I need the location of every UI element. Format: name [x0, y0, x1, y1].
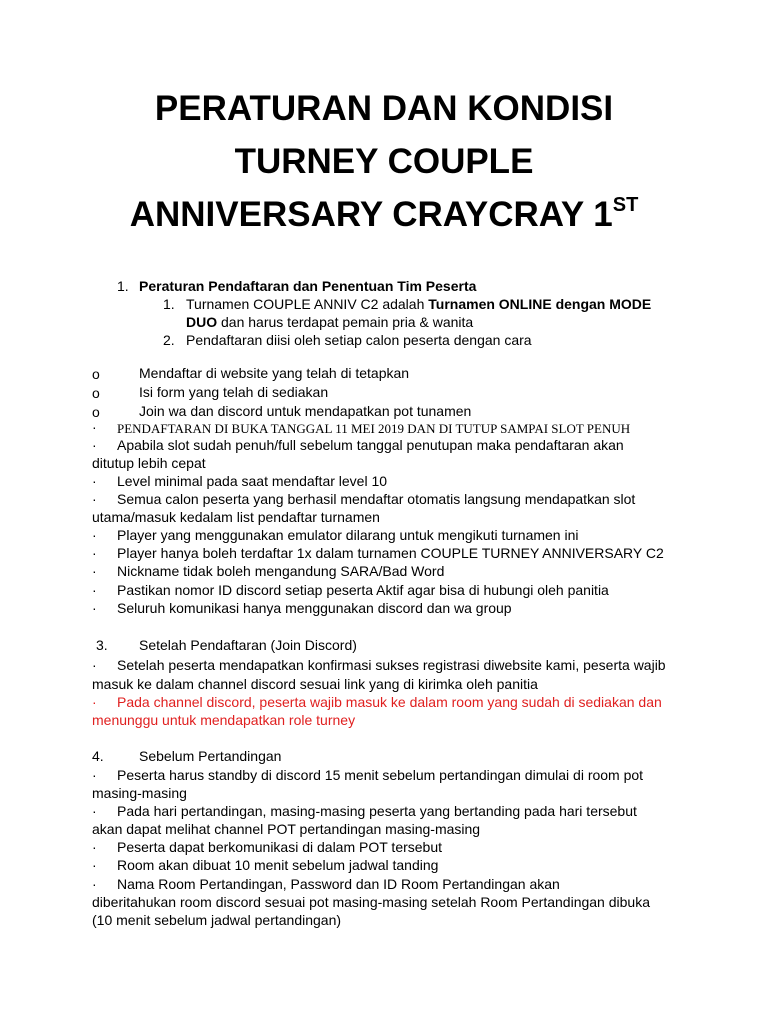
dot-bullet: ·: [92, 437, 97, 453]
red-notice-text-cont: menunggu untuk mendapatkan role turney: [92, 712, 356, 728]
room-info-text: Nama Room Pertandingan, Password dan ID Room Pertandingan akan: [117, 876, 560, 892]
section-4-number: 4.: [92, 748, 104, 764]
section-1-heading: Peraturan Pendaftaran dan Penentuan Tim Peserta: [139, 278, 477, 294]
circle-item-3: Join wa dan discord untuk mendapatkan pot tunamen: [139, 403, 472, 419]
red-notice-text: Pada channel discord, peserta wajib masuk ke dalam room yang sudah di sediakan dan: [117, 694, 662, 710]
circle-bullet-3: o: [92, 404, 100, 420]
dot-bullet: ·: [92, 527, 97, 543]
dot-bullet: ·: [92, 694, 97, 710]
nickname-text: Nickname tidak boleh mengandung SARA/Bad Word: [117, 563, 445, 579]
dot-bullet: ·: [92, 876, 97, 892]
circle-bullet-1: o: [92, 366, 100, 382]
item-1-bold-b: DUO: [186, 314, 218, 330]
registration-dates-text: PENDAFTARAN DI BUKA TANGGAL 11 MEI 2019 DAN DI TUTUP SAMPAI SLOT PENUH: [117, 421, 631, 436]
communicate-text: Peserta dapat berkomunikasi di dalam POT tersebut: [117, 839, 443, 855]
circle-item-1: Mendaftar di website yang telah di tetapkan: [139, 365, 410, 381]
section-1-item-1-number: 1.: [163, 296, 175, 312]
title-line-1: PERATURAN DAN KONDISI: [154, 89, 614, 128]
standby-text-cont: masing-masing: [92, 785, 187, 801]
circle-item-2: Isi form yang telah di sediakan: [139, 384, 329, 400]
section-1-item-2-number: 2.: [163, 332, 175, 348]
room-info-text-cont-2: (10 menit sebelum jadwal pertandingan): [92, 912, 342, 928]
slot-full-text-cont: ditutup lebih cepat: [92, 455, 206, 471]
document-title: [0, 82, 768, 241]
standby-text: Peserta harus standby di discord 15 menit sebelum pertandingan dimulai di room pot: [117, 767, 644, 783]
auto-slot-text: Semua calon peserta yang berhasil mendaftar otomatis langsung mendapatkan slot: [117, 491, 636, 507]
communication-text: Seluruh komunikasi hanya menggunakan discord dan wa group: [117, 600, 512, 616]
dot-bullet: ·: [92, 600, 97, 616]
dot-bullet: ·: [92, 803, 97, 819]
dot-bullet: ·: [92, 473, 97, 489]
section-1-item-1-text: [186, 296, 651, 313]
dot-bullet: ·: [92, 563, 97, 579]
dot-bullet: ·: [92, 839, 97, 855]
section-1-item-1-text-cont: [186, 314, 473, 331]
title-line-2: TURNEY COUPLE: [234, 142, 534, 181]
dot-bullet: ·: [92, 582, 97, 598]
auto-slot-text-cont: utama/masuk kedalam list pendaftar turnamen: [92, 509, 380, 525]
dot-bullet: ·: [92, 491, 97, 507]
section-4-heading: Sebelum Pertandingan: [139, 748, 282, 764]
dot-bullet: ·: [92, 767, 97, 783]
room-created-text: Room akan dibuat 10 menit sebelum jadwal tanding: [117, 857, 439, 873]
title-superscript: ST: [612, 194, 639, 216]
emulator-text: Player yang menggunakan emulator dilarang untuk mengikuti turnamen ini: [117, 527, 579, 543]
discord-id-text: Pastikan nomor ID discord setiap peserta Aktif agar bisa di hubungi oleh panitia: [117, 582, 609, 598]
min-level-text: Level minimal pada saat mendaftar level 10: [117, 473, 388, 489]
section-3-number: 3.: [96, 637, 108, 653]
item-1-text-a: Turnamen COUPLE ANNIV C2 adalah: [186, 296, 429, 312]
item-1-bold-a: Turnamen ONLINE dengan MODE: [428, 296, 652, 312]
confirm-text: Setelah peserta mendapatkan konfirmasi sukses registrasi diwebsite kami, peserta wajib: [117, 657, 666, 673]
room-info-text-cont-1: diberitahukan room discord sesuai pot masing-masing setelah Room Pertandingan dibuka: [92, 894, 650, 910]
section-1-number: 1.: [117, 278, 129, 294]
section-1-item-2-text: Pendaftaran diisi oleh setiap calon peserta dengan cara: [186, 332, 532, 348]
match-day-text: Pada hari pertandingan, masing-masing peserta yang bertanding pada hari tersebut: [117, 803, 637, 819]
section-3-heading: Setelah Pendaftaran (Join Discord): [139, 637, 357, 653]
once-only-text: Player hanya boleh terdaftar 1x dalam turnamen COUPLE TURNEY ANNIVERSARY C2: [117, 545, 664, 561]
dot-bullet: ·: [92, 857, 97, 873]
title-line-3-main: ANNIVERSARY CRAYCRAY 1: [129, 195, 613, 234]
dot-bullet: ·: [92, 545, 97, 561]
item-1-text-b: dan harus terdapat pemain pria & wanita: [217, 314, 474, 330]
circle-bullet-2: o: [92, 385, 100, 401]
match-day-text-cont: akan dapat melihat channel POT pertandingan masing-masing: [92, 821, 481, 837]
dot-bullet: ·: [92, 419, 97, 435]
confirm-text-cont: masuk ke dalam channel discord sesuai link yang di kirimka oleh panitia: [92, 676, 538, 692]
dot-bullet: ·: [92, 657, 97, 673]
slot-full-text: Apabila slot sudah penuh/full sebelum tanggal penutupan maka pendaftaran akan: [117, 437, 624, 453]
title-line-3: [0, 188, 768, 241]
